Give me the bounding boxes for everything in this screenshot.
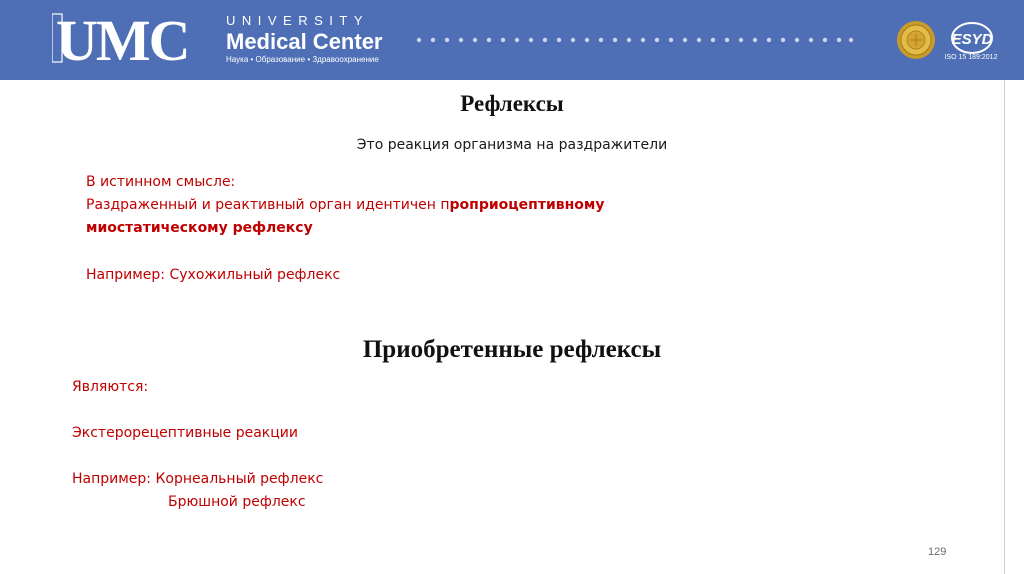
section1-line2: [86, 194, 604, 217]
section1-line2-bold: роприоцептивному: [449, 197, 605, 213]
logo-university: UNIVERSITY: [226, 13, 370, 28]
section1-line2-plain: Раздраженный и реактивный орган идентичен п: [86, 197, 450, 213]
iso-label: ISO 15 189:2012: [944, 54, 998, 61]
logo-text-block: [226, 14, 383, 65]
slide-subtitle: Это реакция организма на раздражители: [356, 137, 668, 153]
esyd-text: ESYD: [951, 31, 993, 48]
section2-title: Приобретенные рефлексы: [362, 336, 662, 363]
logo-medical-center: Medical Center: [226, 29, 383, 54]
section1-line3: миостатическому рефлексу: [86, 220, 313, 236]
gold-seal-icon: [896, 20, 936, 60]
logo-tagline: Наука • Образование • Здравоохранение: [226, 55, 379, 64]
section2-example2: Брюшной рефлекс: [168, 494, 306, 510]
section2-example1: Например: Корнеальный рефлекс: [72, 471, 324, 487]
logo-umc-text: UMC: [56, 10, 189, 68]
umc-logo: [52, 10, 218, 68]
section2-line1: Являются:: [72, 379, 149, 395]
page-number: 129: [928, 546, 947, 558]
right-border-strip: [1004, 80, 1024, 574]
section2-line2: Экстерорецептивные реакции: [72, 425, 298, 441]
section1-example: Например: Сухожильный рефлекс: [86, 267, 341, 283]
header-dots-decoration: [415, 36, 855, 44]
header-bar: [0, 0, 1024, 80]
slide-title: Рефлексы: [460, 91, 564, 116]
section1-line1: В истинном смысле:: [86, 174, 236, 190]
